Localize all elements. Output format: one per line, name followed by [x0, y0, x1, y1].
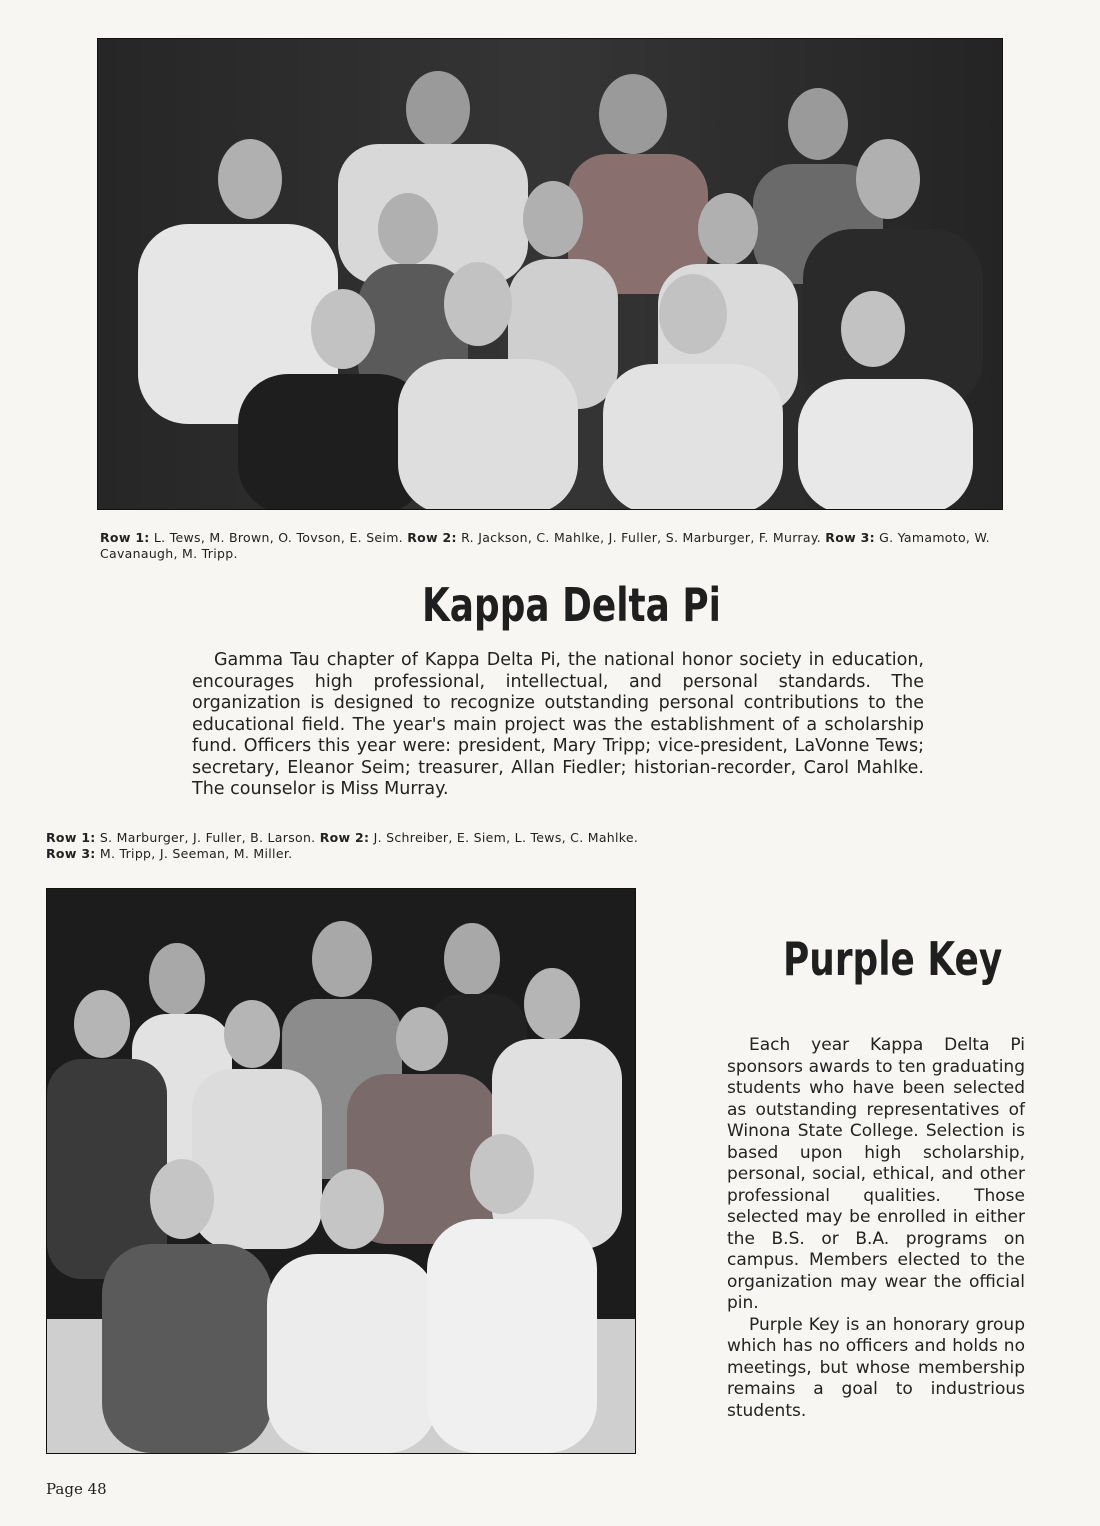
kappa-delta-pi-group-photo: [97, 38, 1003, 510]
caption-row-label: Row 2:: [319, 830, 370, 845]
caption-row-names: G. Yamamoto, W. Cavanaugh, M. Tripp.: [100, 530, 990, 561]
caption-row-names: J. Schreiber, E. Siem, L. Tews, C. Mahlke.: [369, 830, 639, 845]
caption-row-names: L. Tews, M. Brown, O. Tovson, E. Seim.: [149, 530, 408, 545]
kappa-photo-caption: [100, 530, 1000, 562]
kappa-paragraph: Gamma Tau chapter of Kappa Delta Pi, the national honor society in education, encourages high professional, intellectual, and personal standards. The organization is designed to recognize outstanding personal contributions to the educational field. The year's main project was the establishment of a scholarship fund. Officers this year were: president, Mary Tripp; vice-president, LaVonne Tews; secretary, Eleanor Seim; treasurer, Allan Fiedler; historian-recorder, Carol Mahlke. The counselor is Miss Murray.: [192, 650, 924, 799]
purple-key-paragraph: Purple Key is an honorary group which has no officers and holds no meetings, but whose membership remains a goal to industrious students.: [727, 1314, 1025, 1421]
caption-row-label: Row 2:: [407, 530, 457, 545]
caption-row-names: S. Marburger, J. Fuller, B. Larson.: [95, 830, 320, 845]
kappa-delta-pi-description: [192, 650, 924, 801]
page-number: Page 48: [46, 1480, 107, 1498]
caption-row-label: Row 3:: [825, 530, 875, 545]
caption-row-names: M. Tripp, J. Seeman, M. Miller.: [95, 846, 293, 861]
caption-row-label: Row 1:: [46, 830, 96, 845]
purple-key-description: [727, 1035, 1025, 1422]
kappa-delta-pi-title: Kappa Delta Pi: [422, 578, 721, 632]
caption-row-names: R. Jackson, C. Mahlke, J. Fuller, S. Marburger, F. Murray.: [456, 530, 826, 545]
purple-key-paragraph: Each year Kappa Delta Pi sponsors awards to ten graduating students who have been selected as outstanding representatives of Winona State College. Selection is based upon high scholarship, personal, social, ethical, and other professional qualities. Those selected may be enrolled in either the B.S. or B.A. programs on campus. Members elected to the organization may wear the official pin.: [727, 1035, 1025, 1313]
group-photo-illustration: [47, 889, 635, 1453]
group-photo-illustration: [98, 39, 1002, 509]
caption-row-label: Row 3:: [46, 846, 96, 861]
purple-key-photo-caption: [46, 830, 656, 862]
purple-key-group-photo: [46, 888, 636, 1454]
caption-row-label: Row 1:: [100, 530, 150, 545]
purple-key-title: Purple Key: [783, 932, 1003, 986]
